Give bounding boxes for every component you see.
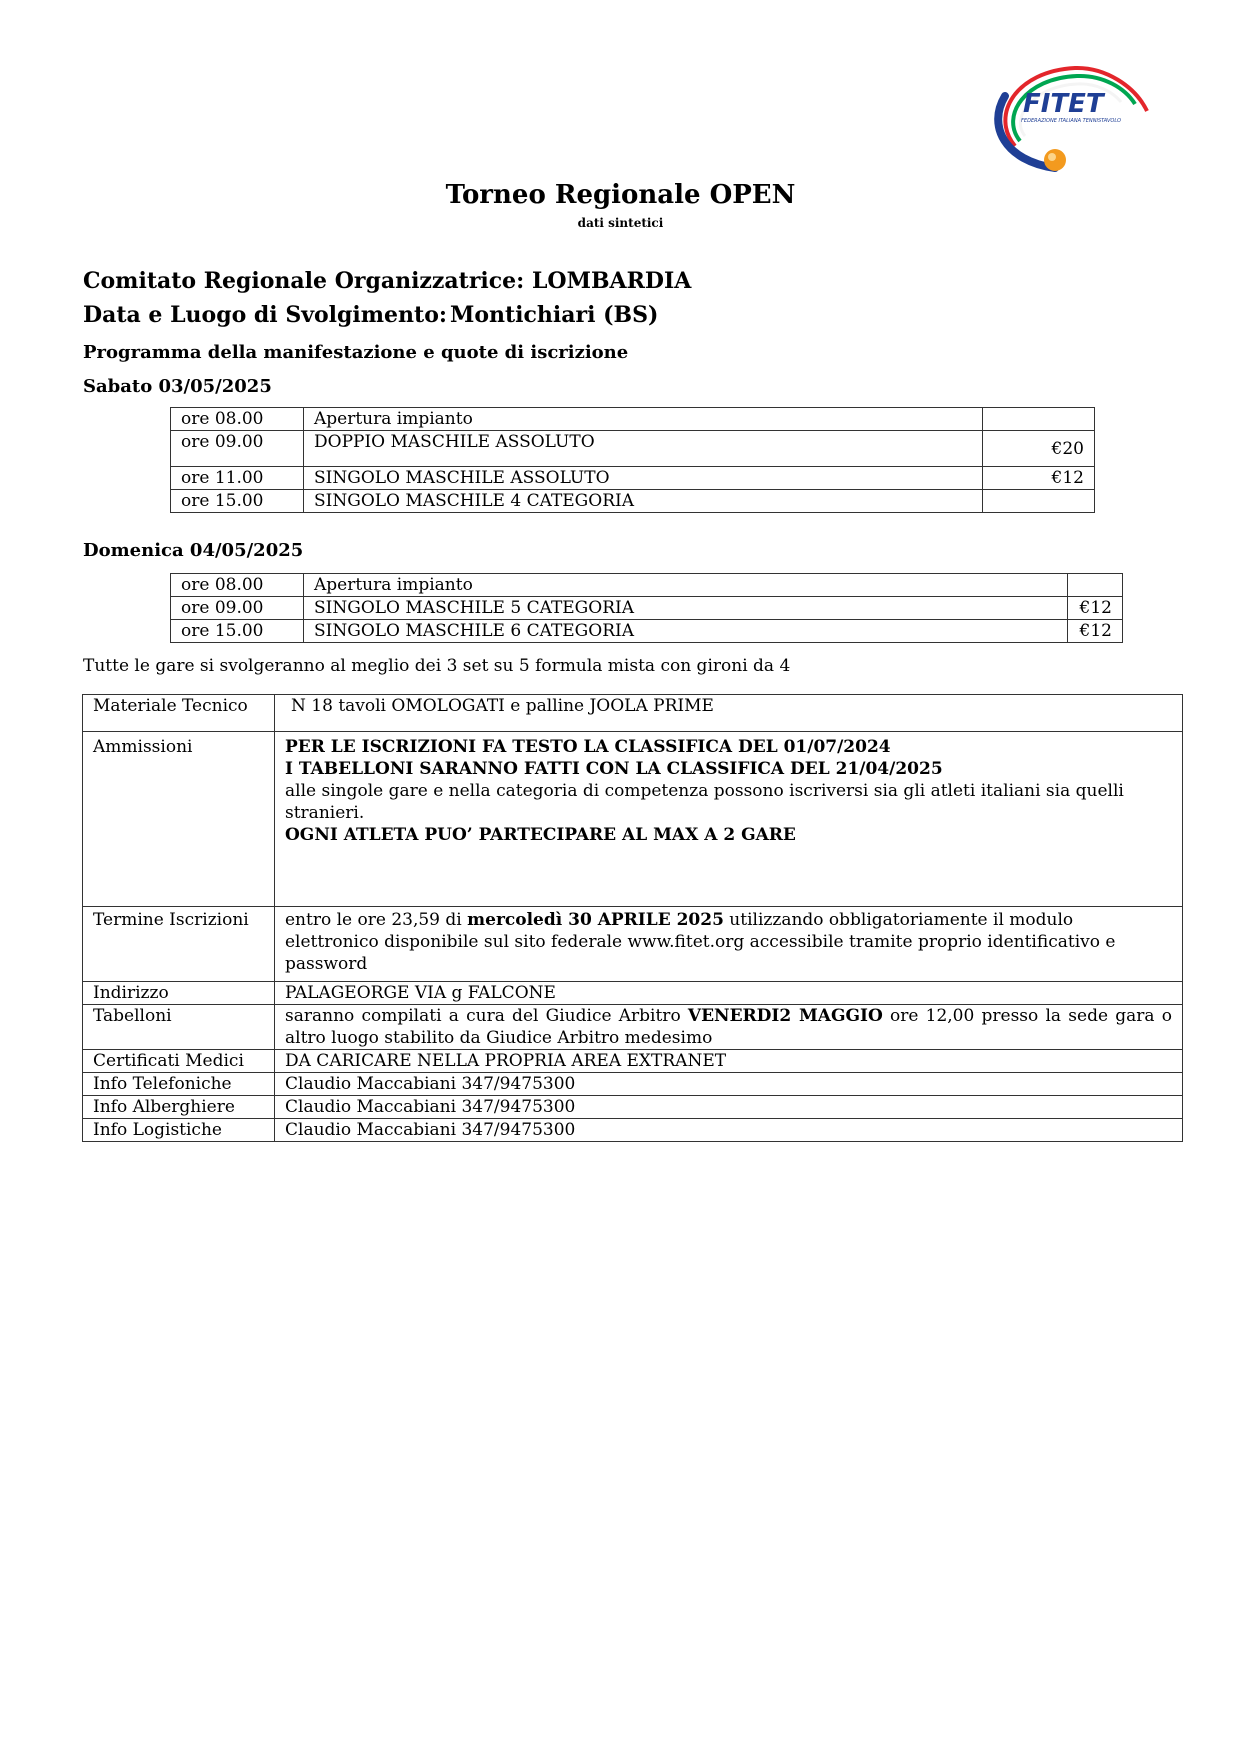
- info-label: Materiale Tecnico: [83, 695, 275, 732]
- time-cell: ore 15.00: [171, 490, 304, 513]
- event-cell: DOPPIO MASCHILE ASSOLUTO: [304, 431, 983, 467]
- info-value: Claudio Maccabiani 347/9475300: [275, 1119, 1183, 1142]
- table-row: [83, 1050, 1183, 1073]
- termine-text: utilizzando obbligatoriamente il modulo elettronico disponibile sul sito federale www.fitet.org accessibile tramite proprio identificativo e password: [285, 910, 1116, 974]
- price-cell: €12: [1068, 597, 1123, 620]
- price-cell: [1068, 574, 1123, 597]
- tabelloni-text: ore 12,00 presso la sede gara o altro luogo stabilito da Giudice Arbitro medesimo: [285, 1006, 1172, 1048]
- time-cell: ore 15.00: [171, 620, 304, 643]
- ammissioni-line: alle singole gare e nella categoria di competenza possono iscriversi sia gli atleti italiani sia quelli stranieri.: [285, 781, 1124, 823]
- page-title: Torneo Regionale OPEN: [445, 180, 796, 210]
- event-cell: Apertura impianto: [304, 574, 1068, 597]
- table-row: [83, 1119, 1183, 1142]
- info-label: Ammissioni: [83, 732, 275, 907]
- fitet-logo-graphic: [985, 56, 1155, 176]
- info-label: Info Alberghiere: [83, 1096, 275, 1119]
- day-label-saturday: Sabato 03/05/2025: [83, 376, 272, 397]
- tabelloni-date: VENERDI2 MAGGIO: [687, 1006, 883, 1026]
- termine-text: entro le ore 23,59 di: [285, 910, 468, 930]
- table-row: [171, 431, 1095, 467]
- table-row: [171, 408, 1095, 431]
- time-cell: ore 09.00: [171, 597, 304, 620]
- info-label: Certificati Medici: [83, 1050, 275, 1073]
- day-label-sunday: Domenica 04/05/2025: [83, 540, 304, 561]
- page-subtitle: dati sintetici: [577, 216, 664, 230]
- info-table: [82, 694, 1183, 1142]
- event-cell: SINGOLO MASCHILE 5 CATEGORIA: [304, 597, 1068, 620]
- table-row: [171, 620, 1123, 643]
- ammissioni-line: I TABELLONI SARANNO FATTI CON LA CLASSIFICA DEL 21/04/2025: [285, 759, 943, 779]
- info-value: [275, 1005, 1183, 1050]
- time-cell: ore 09.00: [171, 431, 304, 467]
- info-value: [275, 732, 1183, 907]
- info-label: Termine Iscrizioni: [83, 907, 275, 982]
- info-value: PALAGEORGE VIA g FALCONE: [275, 982, 1183, 1005]
- table-row: [171, 467, 1095, 490]
- price-cell: [983, 408, 1095, 431]
- table-row: [83, 1073, 1183, 1096]
- time-cell: ore 08.00: [171, 574, 304, 597]
- table-row: [83, 907, 1183, 982]
- format-note: Tutte le gare si svolgeranno al meglio dei 3 set su 5 formula mista con gironi da 4: [83, 656, 791, 676]
- info-label: Info Logistiche: [83, 1119, 275, 1142]
- event-cell: SINGOLO MASCHILE ASSOLUTO: [304, 467, 983, 490]
- table-row: [83, 982, 1183, 1005]
- info-value: Claudio Maccabiani 347/9475300: [275, 1096, 1183, 1119]
- ammissioni-line: OGNI ATLETA PUO’ PARTECIPARE AL MAX A 2 GARE: [285, 825, 796, 845]
- termine-deadline: mercoledì 30 APRILE 2025: [467, 910, 724, 930]
- table-row: [171, 490, 1095, 513]
- info-label: Tabelloni: [83, 1005, 275, 1050]
- tabelloni-text: saranno compilati a cura del Giudice Arbitro: [285, 1006, 688, 1026]
- table-row: [83, 732, 1183, 907]
- time-cell: ore 08.00: [171, 408, 304, 431]
- committee-line: Comitato Regionale Organizzatrice: LOMBARDIA: [83, 268, 692, 294]
- time-cell: ore 11.00: [171, 467, 304, 490]
- info-value: DA CARICARE NELLA PROPRIA AREA EXTRANET: [275, 1050, 1183, 1073]
- price-cell: €12: [983, 467, 1095, 490]
- fitet-logo: [985, 56, 1155, 176]
- saturday-program-table: [170, 407, 1095, 513]
- event-cell: Apertura impianto: [304, 408, 983, 431]
- info-value: N 18 tavoli OMOLOGATI e palline JOOLA PRIME: [275, 695, 1183, 732]
- price-cell: [983, 490, 1095, 513]
- info-label: Info Telefoniche: [83, 1073, 275, 1096]
- table-row: [171, 597, 1123, 620]
- logo-subtext: FEDERAZIONE ITALIANA TENNISTAVOLO: [1021, 118, 1122, 124]
- price-cell: €20: [983, 431, 1095, 467]
- ammissioni-line: PER LE ISCRIZIONI FA TESTO LA CLASSIFICA DEL 01/07/2024: [285, 737, 891, 757]
- venue-value: Montichiari (BS): [450, 302, 659, 328]
- price-cell: €12: [1068, 620, 1123, 643]
- venue-label: Data e Luogo di Svolgimento:: [83, 302, 447, 328]
- table-row: [83, 1096, 1183, 1119]
- program-heading: Programma della manifestazione e quote di iscrizione: [83, 342, 629, 363]
- info-value: [275, 907, 1183, 982]
- info-value: Claudio Maccabiani 347/9475300: [275, 1073, 1183, 1096]
- event-cell: SINGOLO MASCHILE 6 CATEGORIA: [304, 620, 1068, 643]
- logo-text: FITET: [1023, 89, 1104, 119]
- table-row: [83, 1005, 1183, 1050]
- table-row: [171, 574, 1123, 597]
- event-cell: SINGOLO MASCHILE 4 CATEGORIA: [304, 490, 983, 513]
- info-label: Indirizzo: [83, 982, 275, 1005]
- sunday-program-table: [170, 573, 1123, 643]
- table-row: [83, 695, 1183, 732]
